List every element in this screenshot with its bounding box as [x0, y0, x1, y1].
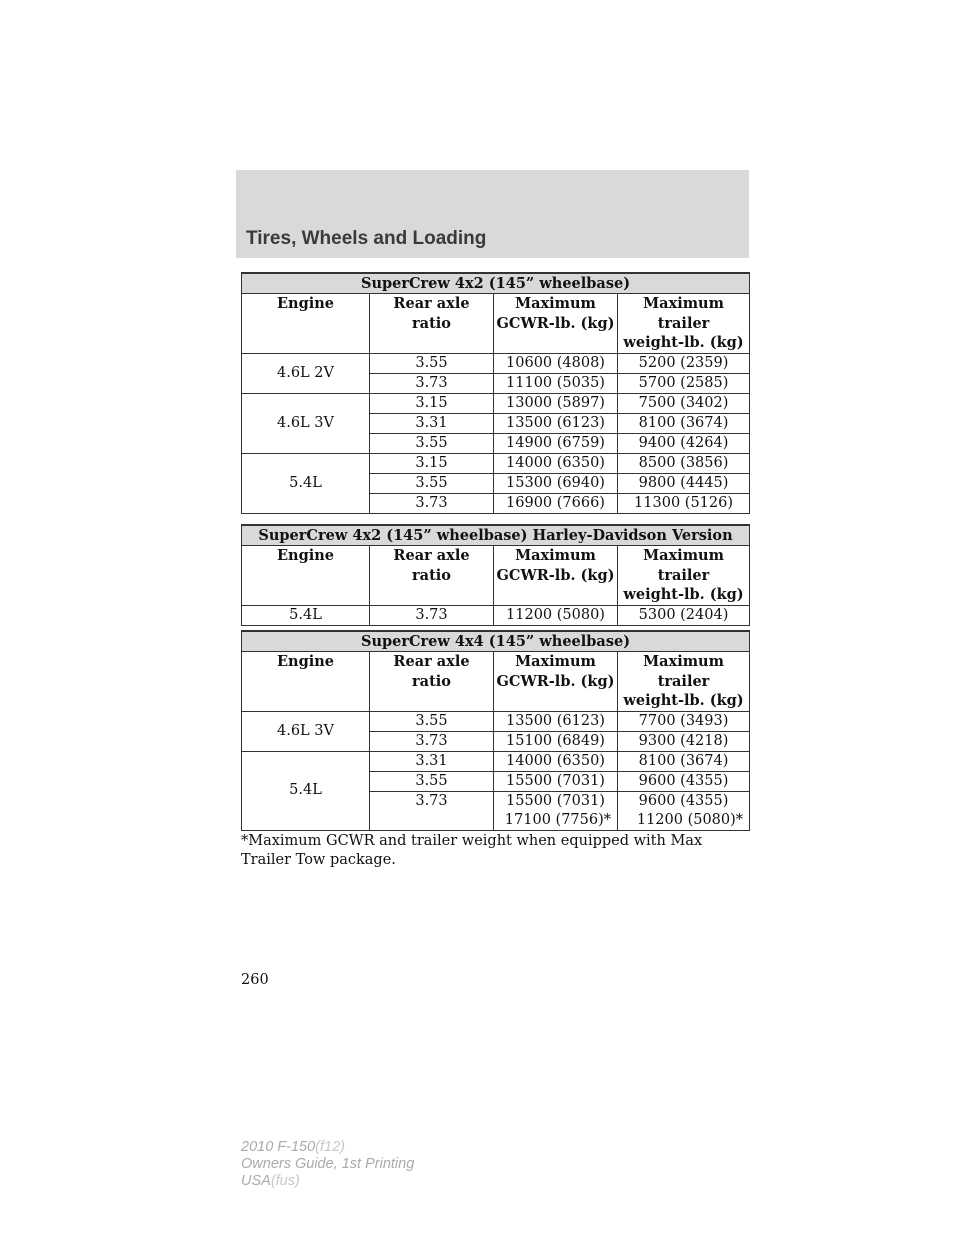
page-number: 260	[241, 972, 269, 988]
gcwr-cell: 14900 (6759)	[494, 433, 618, 453]
table-row	[242, 453, 750, 473]
col-header-trailer: Maximum trailer weight-lb. (kg)	[618, 294, 750, 354]
table-supercrew-4x4	[241, 630, 750, 831]
gcwr-cell: 11100 (5035)	[494, 373, 618, 393]
table-row	[242, 393, 750, 413]
gcwr-cell: 15500 (7031)	[494, 771, 618, 791]
trailer-cell: 7700 (3493)	[618, 711, 750, 731]
table-title: SuperCrew 4x2 (145” wheelbase) Harley-Davidson Version	[242, 525, 750, 546]
table-row	[242, 605, 750, 625]
section-header-band	[236, 170, 749, 258]
footnote: *Maximum GCWR and trailer weight when equipped with Max Trailer Tow package.	[241, 833, 703, 868]
table-row	[242, 711, 750, 731]
table-supercrew-4x2-harley	[241, 524, 750, 626]
ratio-cell: 3.55	[370, 771, 494, 791]
section-title: Tires, Wheels and Loading	[246, 228, 487, 249]
trailer-cell: 8500 (3856)	[618, 453, 750, 473]
trailer-cell: 5700 (2585)	[618, 373, 750, 393]
ratio-cell: 3.55	[370, 433, 494, 453]
trailer-cell: 9300 (4218)	[618, 731, 750, 751]
document-footer: 2010 F-150(f12) Owners Guide, 1st Printing USA(fus)	[241, 1139, 415, 1189]
gcwr-cell: 13500 (6123)	[494, 711, 618, 731]
trailer-cell: 9600 (4355) 11200 (5080)*	[618, 791, 750, 830]
trailer-cell: 9800 (4445)	[618, 473, 750, 493]
col-header-engine: Engine	[242, 652, 370, 712]
col-header-engine: Engine	[242, 294, 370, 354]
ratio-cell: 3.73	[370, 605, 494, 625]
ratio-cell: 3.31	[370, 751, 494, 771]
gcwr-cell: 10600 (4808)	[494, 353, 618, 373]
trailer-cell: 8100 (3674)	[618, 413, 750, 433]
ratio-cell: 3.55	[370, 353, 494, 373]
col-header-trailer: Maximum trailer weight-lb. (kg)	[618, 652, 750, 712]
engine-cell: 5.4L	[242, 453, 370, 513]
ratio-cell: 3.73	[370, 373, 494, 393]
engine-cell: 5.4L	[242, 605, 370, 625]
engine-cell: 4.6L 3V	[242, 393, 370, 453]
ratio-cell: 3.73	[370, 493, 494, 513]
ratio-cell: 3.15	[370, 453, 494, 473]
col-header-ratio: Rear axle ratio	[370, 294, 494, 354]
col-header-trailer: Maximum trailer weight-lb. (kg)	[618, 546, 750, 606]
trailer-cell: 5300 (2404)	[618, 605, 750, 625]
col-header-gcwr: Maximum GCWR-lb. (kg)	[494, 652, 618, 712]
trailer-cell: 9600 (4355)	[618, 771, 750, 791]
col-header-gcwr: Maximum GCWR-lb. (kg)	[494, 546, 618, 606]
gcwr-cell: 13500 (6123)	[494, 413, 618, 433]
gcwr-cell: 14000 (6350)	[494, 453, 618, 473]
engine-cell: 4.6L 2V	[242, 353, 370, 393]
trailer-cell: 11300 (5126)	[618, 493, 750, 513]
gcwr-cell: 15500 (7031) 17100 (7756)*	[494, 791, 618, 830]
col-header-ratio: Rear axle ratio	[370, 546, 494, 606]
gcwr-cell: 16900 (7666)	[494, 493, 618, 513]
col-header-ratio: Rear axle ratio	[370, 652, 494, 712]
col-header-gcwr: Maximum GCWR-lb. (kg)	[494, 294, 618, 354]
gcwr-cell: 13000 (5897)	[494, 393, 618, 413]
ratio-cell: 3.15	[370, 393, 494, 413]
table-title: SuperCrew 4x4 (145” wheelbase)	[242, 631, 750, 652]
gcwr-cell: 15300 (6940)	[494, 473, 618, 493]
table-title: SuperCrew 4x2 (145” wheelbase)	[242, 273, 750, 294]
ratio-cell: 3.55	[370, 473, 494, 493]
trailer-cell: 9400 (4264)	[618, 433, 750, 453]
gcwr-cell: 11200 (5080)	[494, 605, 618, 625]
ratio-cell: 3.31	[370, 413, 494, 433]
trailer-cell: 7500 (3402)	[618, 393, 750, 413]
table-row	[242, 353, 750, 373]
trailer-cell: 8100 (3674)	[618, 751, 750, 771]
ratio-cell: 3.73	[370, 731, 494, 751]
ratio-cell: 3.73	[370, 791, 494, 830]
table-row	[242, 751, 750, 771]
engine-cell: 4.6L 3V	[242, 711, 370, 751]
trailer-cell: 5200 (2359)	[618, 353, 750, 373]
engine-cell: 5.4L	[242, 751, 370, 830]
ratio-cell: 3.55	[370, 711, 494, 731]
gcwr-cell: 15100 (6849)	[494, 731, 618, 751]
table-supercrew-4x2	[241, 272, 750, 514]
col-header-engine: Engine	[242, 546, 370, 606]
gcwr-cell: 14000 (6350)	[494, 751, 618, 771]
